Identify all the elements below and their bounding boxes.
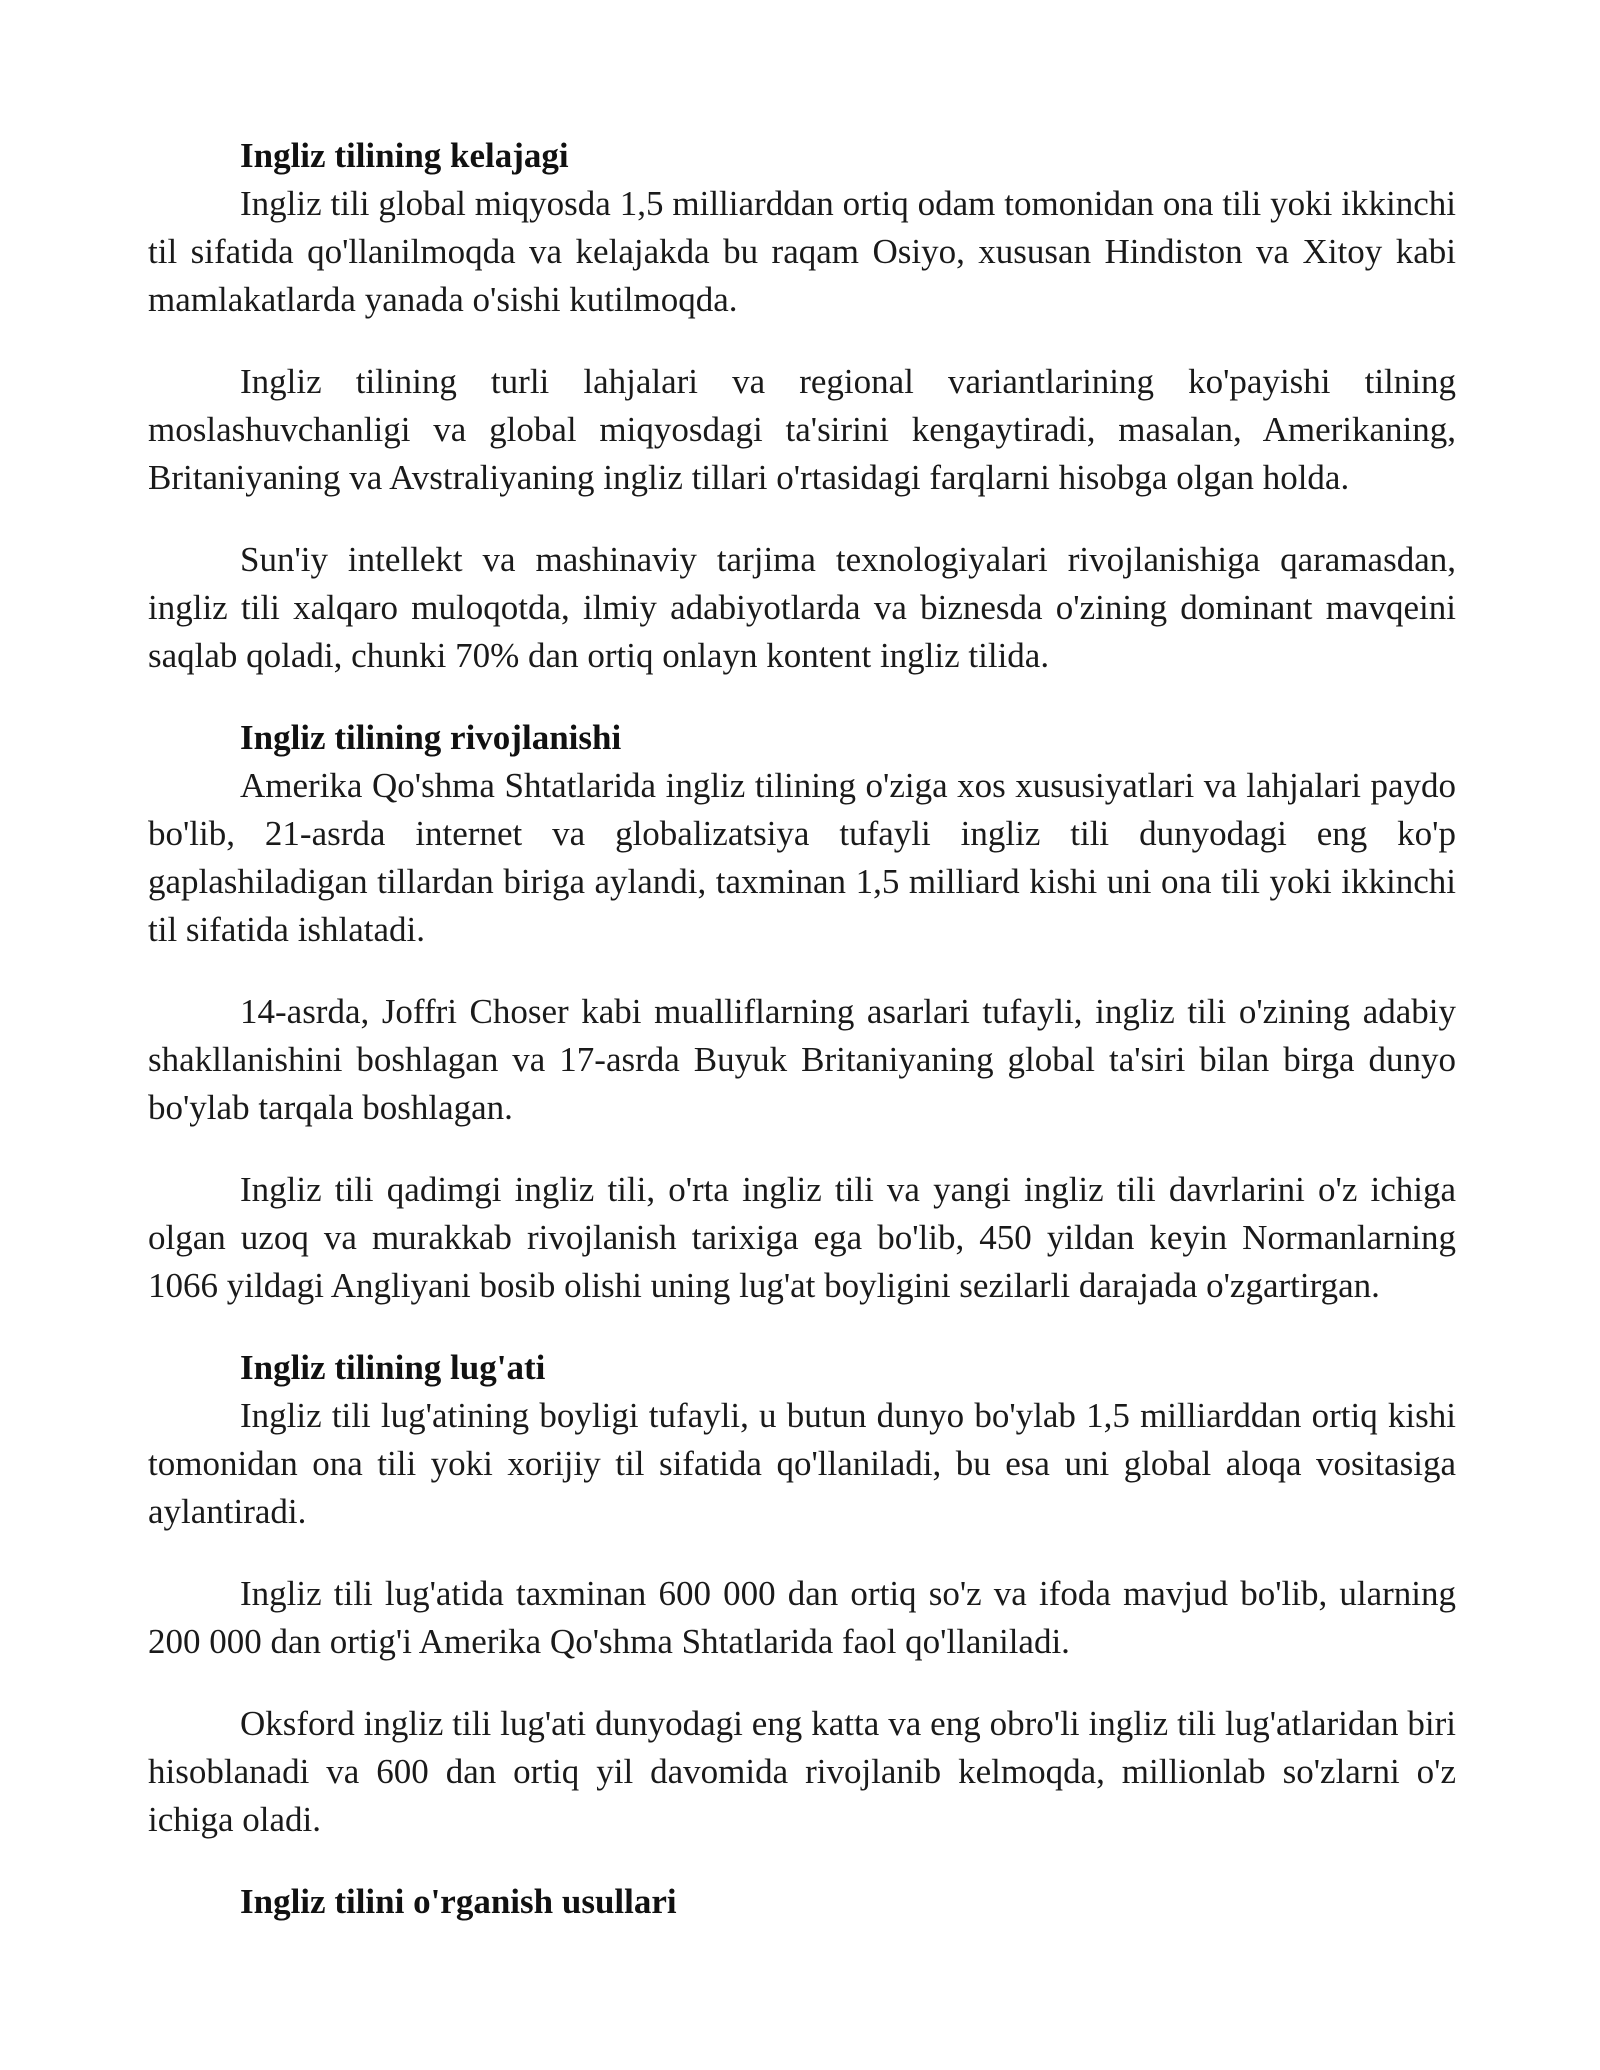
paragraph: 14-asrda, Joffri Choser kabi mualliflarning asarlari tufayli, ingliz tili o'zining adabiy shakllanishini boshlagan va 17-asrda Buyuk Britaniyaning global ta'siri bilan birga dunyo bo'ylab tarqala boshlagan. — [148, 992, 1456, 1127]
paragraph: Sun'iy intellekt va mashinaviy tarjima texnologiyalari rivojlanishiga qaramasdan, ingliz tili xalqaro muloqotda, ilmiy adabiyotlarda va biznesda o'zining dominant mavqeini saqlab qoladi, chunki 70% dan ortiq onlayn kontent ingliz tilida. — [148, 540, 1456, 675]
section-heading: Ingliz tilini o'rganish usullari — [240, 1882, 677, 1921]
paragraph: Ingliz tilining turli lahjalari va regional variantlarining ko'payishi tilning moslashuvchanligi va global miqyosdagi ta'sirini kengaytiradi, masalan, Amerikaning, Britaniyaning va Avstraliyaning ingliz tillari o'rtasidagi farqlarni hisobga olgan holda. — [148, 362, 1456, 497]
paragraph: Amerika Qo'shma Shtatlarida ingliz tilining o'ziga xos xususiyatlari va lahjalari paydo bo'lib, 21-asrda internet va globalizatsiya tufayli ingliz tili dunyodagi eng ko'p gaplashiladigan tillardan biriga aylandi, taxminan 1,5 milliard kishi uni ona tili yoki ikkinchi til sifatida ishlatadi. — [148, 766, 1456, 949]
paragraph: Oksford ingliz tili lug'ati dunyodagi eng katta va eng obro'li ingliz tili lug'atlaridan biri hisoblanadi va 600 dan ortiq yil davomida rivojlanib kelmoqda, millionlab so'zlarni o'z ichiga oladi. — [148, 1704, 1456, 1839]
section-lugati — [148, 1344, 1456, 1844]
document-page — [148, 132, 1456, 1960]
paragraph: Ingliz tili global miqyosda 1,5 milliarddan ortiq odam tomonidan ona tili yoki ikkinchi til sifatida qo'llanilmoqda va kelajakda bu raqam Osiyo, xususan Hindiston va Xitoy kabi mamlakatlarda yanada o'sishi kutilmoqda. — [148, 184, 1456, 319]
paragraph: Ingliz tili lug'atida taxminan 600 000 dan ortiq so'z va ifoda mavjud bo'lib, ularning 200 000 dan ortig'i Amerika Qo'shma Shtatlarida faol qo'llaniladi. — [148, 1574, 1456, 1661]
paragraph: Ingliz tili lug'atining boyligi tufayli, u butun dunyo bo'ylab 1,5 milliarddan ortiq kishi tomonidan ona tili yoki xorijiy til sifatida qo'llaniladi, bu esa uni global aloqa vositasiga aylantiradi. — [148, 1396, 1456, 1531]
section-heading: Ingliz tilining lug'ati — [240, 1348, 546, 1387]
section-heading: Ingliz tilining kelajagi — [240, 136, 569, 175]
section-kelajagi — [148, 132, 1456, 680]
section-heading: Ingliz tilining rivojlanishi — [240, 718, 622, 757]
section-organish-usullari — [148, 1878, 1456, 1926]
section-rivojlanishi — [148, 714, 1456, 1310]
paragraph: Ingliz tili qadimgi ingliz tili, o'rta ingliz tili va yangi ingliz tili davrlarini o'z ichiga olgan uzoq va murakkab rivojlanish tarixiga ega bo'lib, 450 yildan keyin Normanlarning 1066 yildagi Angliyani bosib olishi uning lug'at boyligini sezilarli darajada o'zgartirgan. — [148, 1170, 1456, 1305]
